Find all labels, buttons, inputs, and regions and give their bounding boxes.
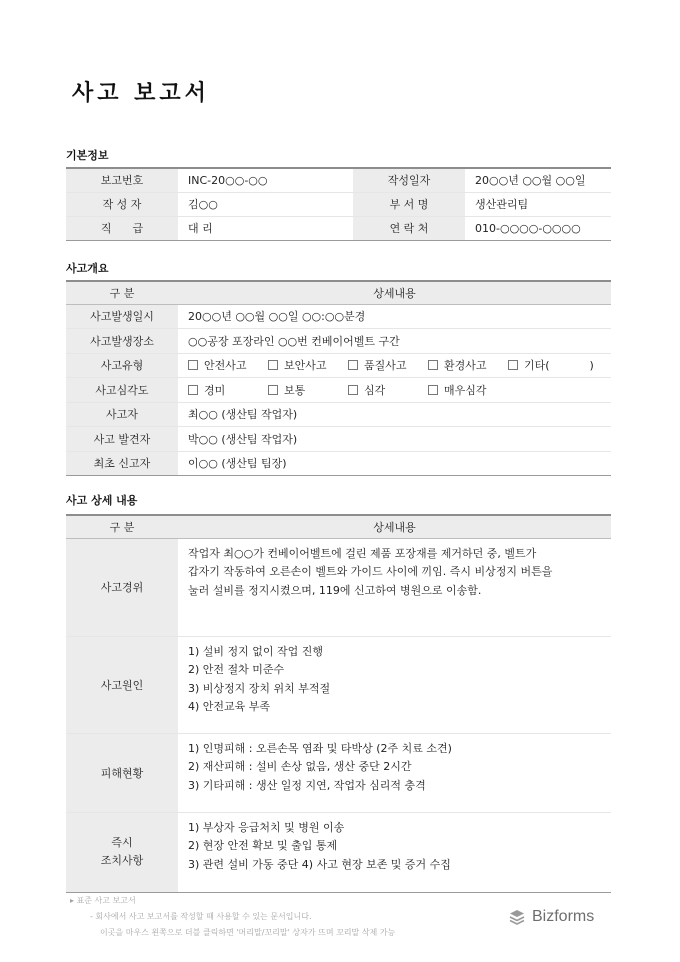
victim-label: 사고자: [66, 402, 178, 427]
incident-type-label: 사고유형: [66, 353, 178, 378]
checkbox[interactable]: [188, 385, 198, 395]
report-number-value: INC-20○○-○○: [178, 168, 353, 192]
action-line: 1) 부상자 응급처치 및 병원 이송: [188, 820, 345, 834]
department-value: 생산관리팀: [465, 192, 611, 216]
section-basic-info: 기본정보: [66, 149, 109, 162]
first-reporter-label: 최초 신고자: [66, 451, 178, 476]
incident-datetime-value: 20○○년 ○○월 ○○일 ○○:○○분경: [178, 304, 611, 329]
severity-option-moderate[interactable]: 보통: [268, 382, 348, 398]
checkbox[interactable]: [348, 385, 358, 395]
type-option-environment[interactable]: 환경사고: [428, 357, 508, 373]
victim-value: 최○○ (생산팀 작업자): [178, 402, 611, 427]
document-title: 사고 보고서: [72, 81, 210, 106]
bizforms-logo-text: Bizforms: [532, 908, 595, 925]
action-content: [178, 812, 611, 892]
severity-option-minor[interactable]: 경미: [188, 382, 268, 398]
action-line: 2) 현장 안전 확보 및 출입 통제: [188, 839, 338, 852]
checkbox[interactable]: [348, 360, 358, 370]
section-overview: 사고개요: [66, 262, 109, 275]
position-value: 대 리: [188, 222, 213, 235]
damage-label: 피해현황: [66, 733, 178, 812]
type-option-security[interactable]: 보안사고: [268, 357, 348, 373]
cause-line: 1) 설비 정지 없이 작업 진행: [188, 644, 324, 658]
position-label: 직 급: [66, 216, 178, 240]
bizforms-logo: [508, 908, 594, 926]
history-content: [178, 538, 611, 636]
cause-line: 4) 안전교육 부족: [188, 700, 271, 713]
written-date-value: 20○○년 ○○월 ○○일: [465, 168, 611, 192]
details-col-category: 구 분: [66, 515, 178, 538]
checkbox[interactable]: [268, 360, 278, 370]
first-reporter-value: 이○○ (생산팀 팀장): [188, 457, 287, 471]
type-option-other[interactable]: 기타( ): [508, 359, 594, 372]
author-label: 작 성 자: [66, 192, 178, 216]
damage-line: 1) 인명피해 : 오른손목 염좌 및 타박상 (2주 치료 소견): [188, 741, 452, 755]
overview-table: [66, 280, 611, 476]
history-line: 눌러 설비를 정지시켰으며, 119에 신고하여 병원으로 이송함.: [188, 583, 482, 597]
checkbox[interactable]: [268, 385, 278, 395]
cause-line: 3) 비상정지 장치 위치 부적절: [188, 681, 331, 695]
bizforms-logo-icon: [508, 908, 526, 926]
overview-col-category: 구 분: [66, 281, 178, 304]
checkbox[interactable]: [428, 385, 438, 395]
checkbox[interactable]: [428, 360, 438, 370]
basic-info-table: [66, 167, 611, 241]
type-option-safety[interactable]: 안전사고: [188, 357, 268, 373]
history-label: 사고경위: [66, 538, 178, 636]
cause-label: 사고원인: [66, 636, 178, 733]
report-number-label: 보고번호: [66, 168, 178, 192]
action-label: 즉시 조치사항: [66, 812, 178, 892]
contact-label: 연 락 처: [353, 216, 465, 240]
incident-datetime-label: 사고발생일시: [66, 304, 178, 329]
severity-label: 사고심각도: [66, 378, 178, 403]
overview-col-detail: 상세내용: [178, 281, 611, 304]
type-option-quality[interactable]: 품질사고: [348, 357, 428, 373]
severity-options: [178, 378, 611, 403]
history-line: 작업자 최○○가 컨베이어벨트에 걸린 제품 포장재를 제거하던 중, 벨트가: [188, 546, 537, 560]
severity-option-very-severe[interactable]: 매우심각: [428, 384, 487, 397]
damage-line: 2) 재산피해 : 설비 손상 없음, 생산 중단 2시간: [188, 760, 412, 773]
contact-value: 010-○○○○-○○○○: [475, 221, 581, 235]
incident-location-value: ○○공장 포장라인 ○○번 컨베이어벨트 구간: [178, 329, 611, 354]
details-col-detail: 상세내용: [178, 515, 611, 538]
checkbox[interactable]: [508, 360, 518, 370]
checkbox[interactable]: [188, 360, 198, 370]
discoverer-value: 박○○ (생산팀 작업자): [178, 427, 611, 452]
details-table: [66, 514, 611, 893]
author-value: 김○○: [178, 192, 353, 216]
incident-location-label: 사고발생장소: [66, 329, 178, 354]
discoverer-label: 사고 발견자: [66, 427, 178, 452]
severity-option-severe[interactable]: 심각: [348, 382, 428, 398]
cause-content: [178, 636, 611, 733]
action-line: 3) 관련 설비 가동 중단 4) 사고 현장 보존 및 증거 수집: [188, 857, 451, 871]
history-line: 갑자기 작동하여 오른손이 벨트와 가이드 사이에 끼임. 즉시 비상정지 버튼을: [188, 565, 553, 578]
footer-note-title: ▸ 표준 사고 보고서: [70, 896, 136, 905]
department-label: 부 서 명: [353, 192, 465, 216]
section-details: 사고 상세 내용: [66, 494, 138, 507]
damage-line: 3) 기타피해 : 생산 일정 지연, 작업자 심리적 충격: [188, 778, 426, 792]
cause-line: 2) 안전 절차 미준수: [188, 663, 285, 676]
damage-content: [178, 733, 611, 812]
incident-type-options: [178, 353, 611, 378]
footer-note-hint[interactable]: 이곳을 마우스 왼쪽으로 더블 클릭하면 '머리말/꼬리말' 상자가 뜨며 꼬리말 삭제 가능: [100, 928, 396, 937]
written-date-label: 작성일자: [353, 168, 465, 192]
footer-note-desc: - 회사에서 사고 보고서를 작성할 때 사용할 수 있는 문서입니다.: [90, 912, 312, 921]
